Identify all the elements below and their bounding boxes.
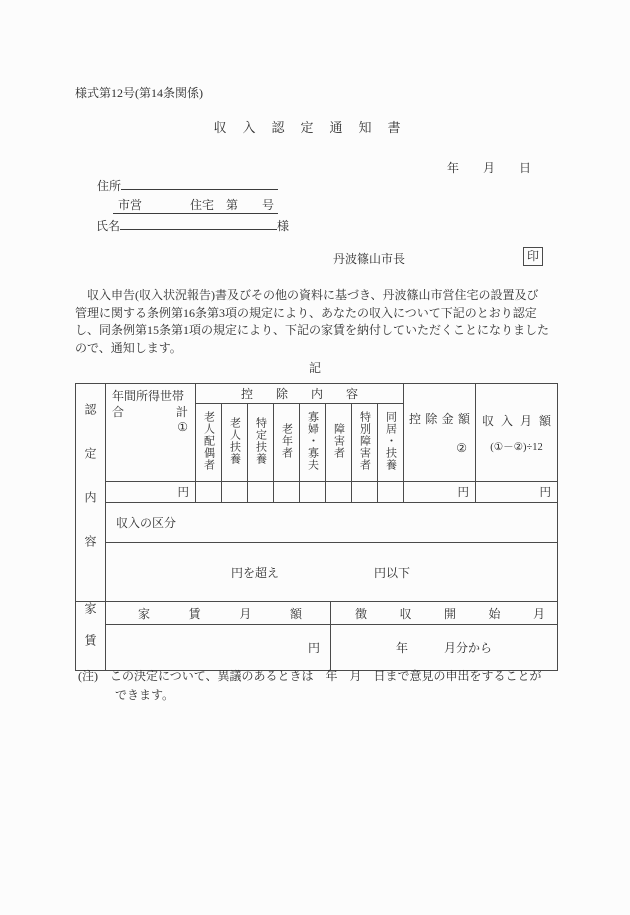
annual-income-line2: [112, 405, 188, 421]
deduction-col-specified-dependent: 特定扶養: [248, 404, 274, 482]
deduction-col-cohabit-dependent: 同居・扶養: [378, 404, 404, 482]
annual-income-line2-right: 計: [175, 404, 188, 419]
monthly-income-formula: (①－②)÷12: [490, 441, 543, 453]
address-label: 住所: [97, 179, 122, 193]
body-line: し、同条例第15条第1項の規定により、下記の家賃を納付していただくことになりました: [75, 323, 550, 337]
record-heading: 記: [308, 361, 321, 375]
income-classification-cell: 収入の区分: [106, 503, 558, 543]
body-line: 管理に関する条例第16条第3項の規定により、あなたの収入について下記のとおり認定: [75, 305, 537, 320]
annual-income-yen-cell: 円: [106, 482, 196, 503]
section-label-certification: 認定内容: [76, 384, 106, 602]
deduction-value-cell: [196, 482, 222, 503]
rent-section-table: [75, 601, 558, 671]
collection-start-value-cell: 年 月分から: [331, 625, 558, 671]
deduction-col-special-disabled: 特別障害者: [352, 404, 378, 482]
deduction-value-cell: [378, 482, 404, 503]
rent-monthly-amount-header: 家賃月額: [106, 602, 331, 625]
housing-designation-line: [113, 196, 278, 214]
rent-amount-yen-cell: 円: [106, 625, 331, 671]
form-number: 様式第12号(第14条関係): [75, 86, 203, 100]
deduction-value-cell: [326, 482, 352, 503]
notification-body: [75, 287, 567, 357]
deduction-amount-header: 控除金額 ②: [404, 384, 476, 482]
address-field-line: [97, 177, 278, 194]
annual-income-line1: 年間所得世帯: [112, 389, 185, 403]
circled-one: ①: [177, 420, 188, 434]
page-title: 収入認定通知書: [213, 120, 417, 135]
housing-designation-text: 市営 住宅 第 号: [113, 196, 278, 214]
deduction-col-widow-widower: 寡婦・寡夫: [300, 404, 326, 482]
deduction-value-cell: [248, 482, 274, 503]
annual-income-line2-left: 合: [112, 404, 125, 419]
issue-date-line: 年 月 日: [446, 161, 531, 175]
collection-start-month-header: 徴収開始月: [331, 602, 558, 625]
name-field-line: [96, 217, 289, 234]
footnote: [78, 667, 542, 704]
annual-income-header: [106, 384, 196, 482]
mayor-name: 丹波篠山市長: [333, 252, 406, 266]
range-under-label: 円以下: [374, 565, 411, 580]
monthly-income-header: 収入月額 (①－②)÷12: [476, 384, 558, 482]
income-certification-table: [75, 383, 558, 671]
footnote-line: できます。: [115, 687, 175, 702]
range-over-label: 円を超え: [231, 565, 280, 580]
certification-section-table: [75, 383, 558, 602]
monthly-income-yen-cell: 円: [476, 482, 558, 503]
income-range-cell: [106, 543, 558, 602]
body-line: ので、通知します。: [75, 340, 182, 355]
seal-mark: 印: [523, 247, 543, 266]
deduction-col-disabled: 障害者: [326, 404, 352, 482]
deduction-value-cell: [300, 482, 326, 503]
name-blank-underline: [120, 217, 277, 230]
footnote-line: (注) この決定について、異議のあるときは 年 月 日まで意見の申出をすることが: [78, 669, 542, 683]
deduction-value-cell: [352, 482, 378, 503]
deduction-value-cell: [274, 482, 300, 503]
deduction-col-senior: 老年者: [274, 404, 300, 482]
body-line: 収入申告(収入状況報告)書及びその他の資料に基づき、丹波篠山市営住宅の設置及び: [75, 288, 539, 302]
deduction-amount-yen-cell: 円: [404, 482, 476, 503]
deduction-value-cell: [222, 482, 248, 503]
deduction-col-elderly-spouse: 老人配偶者: [196, 404, 222, 482]
deduction-col-elderly-dependent: 老人扶養: [222, 404, 248, 482]
circled-two: ②: [456, 440, 468, 455]
name-label: 氏名: [96, 219, 121, 233]
address-blank-underline: [121, 177, 278, 190]
deduction-details-header: 控除内容: [196, 384, 404, 404]
section-label-rent: 家賃: [76, 602, 106, 671]
name-honorific: 様: [277, 219, 290, 233]
